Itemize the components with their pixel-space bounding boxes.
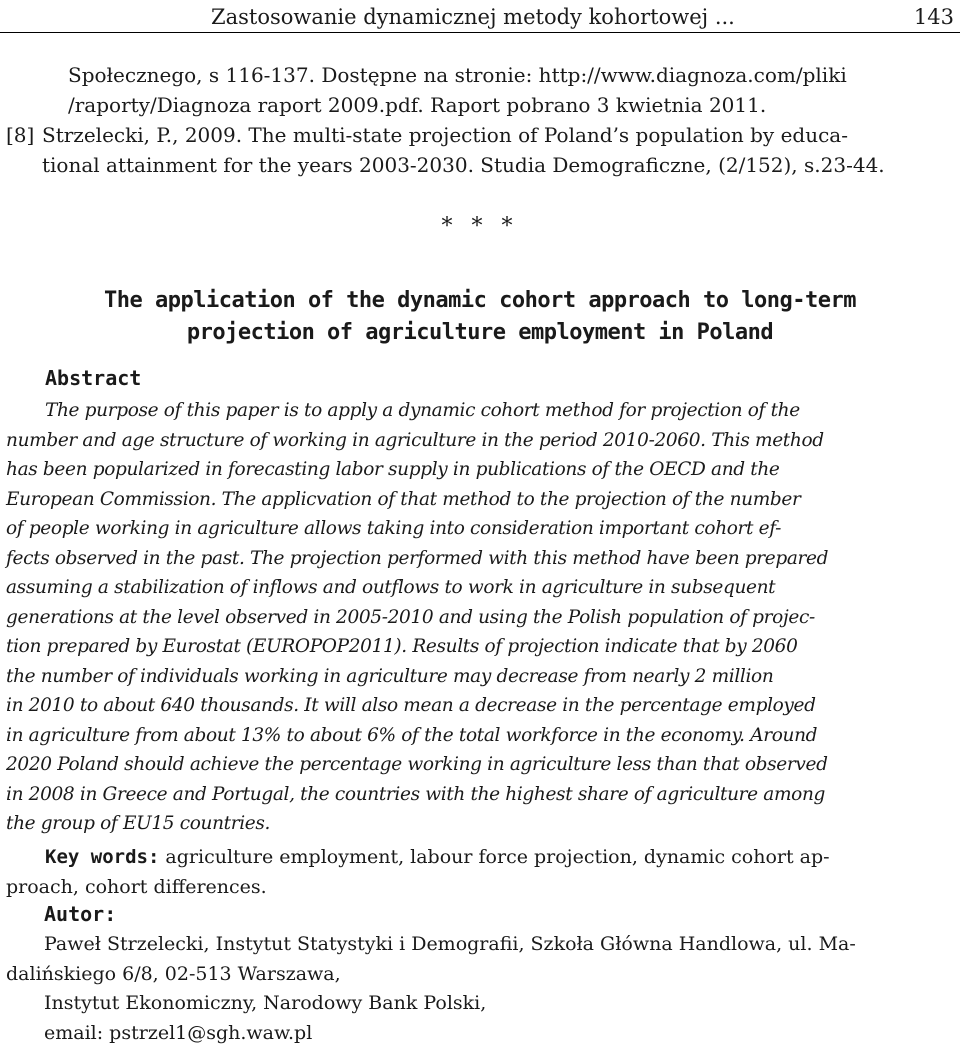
affiliation-line: Paweł Strzelecki, Instytut Statystyki i Demografii, Szkoła Główna Handlowa, ul. Ma- <box>44 933 856 955</box>
author-heading: Autor: <box>44 902 117 926</box>
abstract-line: fects observed in the past. The projection performed with this method have been prepared <box>6 547 829 569</box>
references-section <box>6 60 954 180</box>
abstract-line: European Commission. The applicvation of that method to the projection of the number <box>6 488 801 510</box>
abstract-line: 2020 Poland should achieve the percentage working in agriculture less than that observed <box>6 754 828 775</box>
section-separator: * * * <box>441 214 519 239</box>
abstract-line: of people working in agriculture allows taking into consideration important cohort ef- <box>6 518 781 539</box>
keywords-line <box>6 843 954 873</box>
abstract-line: in 2008 in Greece and Portugal, the countries with the highest share of agriculture among <box>6 783 826 805</box>
abstract-heading: Abstract <box>45 366 142 390</box>
author-email: email: pstrzel1@sgh.waw.pl <box>44 1021 313 1044</box>
reference-label: [8] <box>6 123 35 147</box>
abstract-line: The purpose of this paper is to apply a dynamic cohort method for projection of the <box>45 400 800 421</box>
running-header <box>6 4 954 34</box>
reference-continuation-line: Społecznego, s 116-137. Dostępne na stronie: http://www.diagnoza.com/pliki <box>68 63 847 87</box>
reference-continuation-line: /raporty/Diagnoza raport 2009.pdf. Raport pobrano 3 kwietnia 2011. <box>68 93 767 117</box>
author-affiliation <box>6 930 954 1048</box>
reference-text-line: tional attainment for the years 2003-2030. Studia Demograficzne, (2/152), s.23-44. <box>42 153 885 177</box>
paper-title <box>30 285 930 349</box>
abstract-line: generations at the level observed in 2005-2010 and using the Polish population of projec- <box>6 606 815 628</box>
keywords-line: proach, cohort differences. <box>6 875 267 898</box>
reference-8 <box>6 120 954 150</box>
affiliation-line: Instytut Ekonomiczny, Narodowy Bank Polski, <box>44 992 487 1014</box>
abstract-line: assuming a stabilization of inflows and outflows to work in agriculture in subsequent <box>6 577 776 598</box>
abstract-line: tion prepared by Eurostat (EUROPOP2011). Results of projection indicate that by 2060 <box>6 636 798 657</box>
abstract-line: number and age structure of working in agriculture in the period 2010-2060. This method <box>6 429 824 451</box>
paper-title-line: projection of agriculture employment in Poland <box>186 320 774 345</box>
running-title: Zastosowanie dynamicznej metody kohortowej ... <box>211 5 735 29</box>
reference-text-line: Strzelecki, P., 2009. The multi-state projection of Poland’s population by educa- <box>42 123 848 147</box>
abstract-line: in 2010 to about 640 thousands. It will also mean a decrease in the percentage employed <box>6 695 816 716</box>
abstract-line: in agriculture from about 13% to about 6% of the total workforce in the economy. Around <box>6 724 818 746</box>
keywords-text: agriculture employment, labour force projection, dynamic cohort ap- <box>159 846 830 868</box>
abstract-line: the group of EU15 countries. <box>6 813 271 834</box>
page-number: 143 <box>913 5 954 29</box>
header-rule <box>0 32 960 33</box>
keywords-section <box>6 843 954 902</box>
abstract-line: the number of individuals working in agriculture may decrease from nearly 2 million <box>6 665 774 687</box>
abstract-body <box>6 396 954 839</box>
abstract-line: has been popularized in forecasting labor supply in publications of the OECD and the <box>6 459 780 480</box>
keywords-label: Key words: <box>45 846 160 868</box>
affiliation-line: dalińskiego 6/8, 02-513 Warszawa, <box>6 962 341 985</box>
paper-title-line: The application of the dynamic cohort approach to long-term <box>104 288 856 313</box>
